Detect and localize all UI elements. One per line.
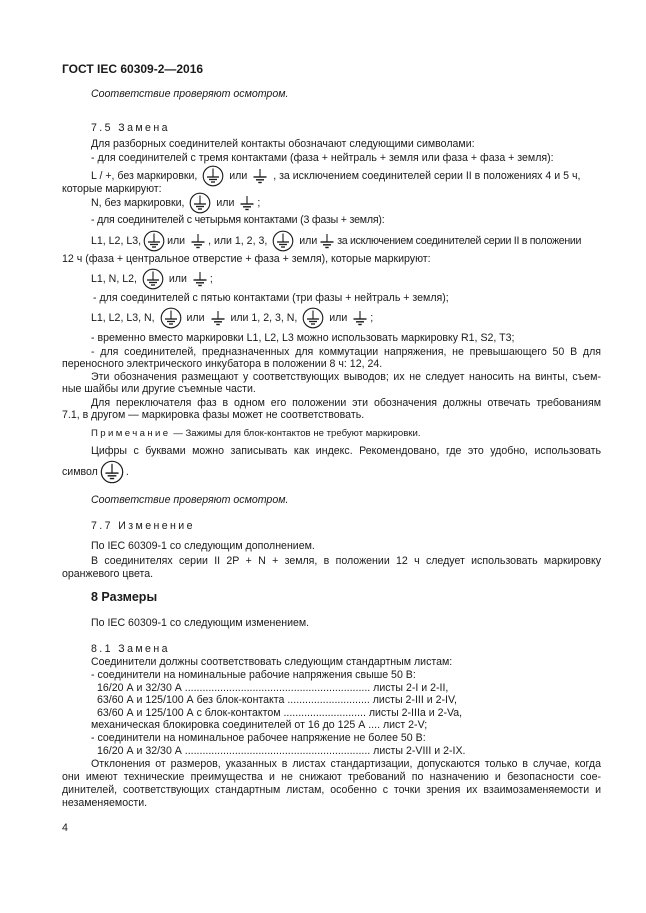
list-item: 16/20 А и 32/30 А ............................................................... листы 2-VIII и 2-IX. [97,745,466,757]
earth-icon [352,310,368,326]
paragraph-line: динителей, соответствующих стандартным листам, особенно с точки зрения их взаимозаменяемости и [62,784,601,796]
paragraph-text: ; [370,312,374,324]
protective-earth-circle-icon [143,230,165,252]
paragraph-text: за исключением соединителей серии II в положении [337,235,582,247]
clause-7-7-title: 7.7 Изменение [91,520,195,532]
paragraph-text: L1, L2, L3, [91,235,142,247]
symbol-line-3-contacts [91,165,580,187]
note-text: — Зажимы для блок-контактов не требуют маркировки. [170,428,421,439]
paragraph-text: ; [209,273,213,285]
paragraph-text: или [168,273,187,285]
paragraph-line: 12 ч (фаза + центральное отверстие + фаза + земля), которые маркируют: [62,253,431,265]
paragraph-line: Отклонения от размеров, указанных в листах стандартизации, допускаются только в случае, когда [91,758,601,770]
paragraph-line: - для соединителей с четырьмя контактами (3 фазы + земля): [91,214,385,226]
protective-earth-circle-icon [100,460,124,484]
paragraph-line: Для разборных соединителей контакты обозначают следующими символами: [91,138,475,150]
paragraph-line: - соединители на номинальные рабочие напряжения свыше 50 В: [91,669,416,681]
paragraph-line: По IEC 60309-1 со следующим изменением. [91,617,310,629]
paragraph-text: L1, L2, L3, N, [91,312,155,324]
earth-icon [252,168,268,184]
earth-icon [210,310,226,326]
paragraph-text: или [299,235,318,247]
paragraph-line: В соединителях серии II 2Р + N + земля, в положении 12 ч следует использовать маркировку [91,555,601,567]
paragraph-line: оранжевого цвета. [62,568,154,580]
symbol-line-4-contacts [91,230,581,252]
earth-icon [239,195,255,211]
symbol-line-index [62,460,129,484]
paragraph-text: или [329,312,348,324]
list-item: 63/60 А и 125/100 А без блок-контакта ............................ листы 2-III и 2-IV, [97,694,457,706]
paragraph-line: 7.1, в другом — маркировка фазы может не соответствовать. [62,409,365,421]
paragraph-text: или [186,312,205,324]
paragraph-text: . [125,466,129,478]
list-item: механическая блокировка соединителей от 16 до 125 А .... лист 2-V; [91,719,428,731]
paragraph-line: Эти обозначения размещают у соответствующих выводов; их не следует наносить на винты, съем- [91,371,601,383]
protective-earth-circle-icon [189,192,211,214]
symbol-line-5-contacts [91,307,373,329]
paragraph-line: - соединители на номинальное рабочее напряжение не более 50 В: [91,732,426,744]
clause-7-5-title: 7.5 Замена [91,122,170,134]
symbol-line-l1-n-l2 [91,268,213,290]
paragraph-line: Соединители должны соответствовать следующим стандартным листам: [91,656,453,668]
paragraph-line: - для соединителей, предназначенных для коммутации напряжения, не превышающего 50 В для [91,346,601,358]
paragraph-text: ; [257,197,261,209]
paragraph-line: незаменяемости. [62,797,148,809]
paragraph-text: , или 1, 2, 3, [208,235,268,247]
paragraph-text: L1, N, L2, [91,273,137,285]
paragraph-line: - для соединителей с пятью контактами (три фазы + нейтраль + земля); [93,292,449,304]
earth-icon [192,271,208,287]
earth-icon [319,233,335,249]
list-item: 63/60 А и 125/100 А с блок-контактом ............................ листы 2-IIIa и 2-Va, [97,707,463,719]
paragraph-line: переносного электрического инкубатора в положении 8 ч: 12, 24. [62,358,383,370]
note-line [91,428,421,440]
page-number: 4 [62,822,68,834]
paragraph-text: или 1, 2, 3, N, [230,312,298,324]
protective-earth-circle-icon [302,307,324,329]
paragraph-line: - для соединителей с тремя контактами (фаза + нейтраль + земля или фаза + фаза + земля): [91,152,554,164]
compliance-note: Соответствие проверяют осмотром. [91,88,289,100]
paragraph-line: они имеют технические преимущества и не снижают требований по назначению и безопасности сое- [62,771,601,783]
earth-icon [190,233,206,249]
paragraph-text: или [229,170,248,182]
protective-earth-circle-icon [160,307,182,329]
note-label: Примечание [91,428,171,439]
paragraph-line: ные шайбы или другие съемные части. [62,383,256,395]
paragraph-text: или [216,197,235,209]
document-id: ГОСТ IEC 60309-2—2016 [62,62,204,76]
paragraph-text: , за исключением соединителей серии II в положениях 4 и 5 ч, [273,170,581,182]
compliance-note: Соответствие проверяют осмотром. [91,494,289,506]
protective-earth-circle-icon [272,230,294,252]
list-item: 16/20 А и 32/30 А ............................................................... листы 2-I и 2-II, [97,682,449,694]
paragraph-text: L / +, без маркировки, [91,170,198,182]
paragraph-line: Для переключателя фаз в одном его положении эти обозначения должны отвечать требованиям [91,397,601,409]
protective-earth-circle-icon [142,268,164,290]
clause-8-1-title: 8.1 Замена [91,643,170,655]
paragraph-line: которые маркируют: [62,183,162,195]
paragraph-line: Цифры с буквами можно записывать как индекс. Рекомендовано, где это удобно, использовать [91,445,601,457]
protective-earth-circle-icon [202,165,224,187]
section-8-title: 8 Размеры [91,590,158,604]
paragraph-text: N, без маркировки, [91,197,185,209]
paragraph-line: По IEC 60309-1 со следующим дополнением. [91,540,315,552]
symbol-line-neutral [91,192,260,214]
paragraph-line: - временно вместо маркировки L1, L2, L3 можно использовать маркировку R1, S2, T3; [91,332,515,344]
paragraph-text: или [167,235,186,247]
paragraph-text: символ [62,466,98,478]
